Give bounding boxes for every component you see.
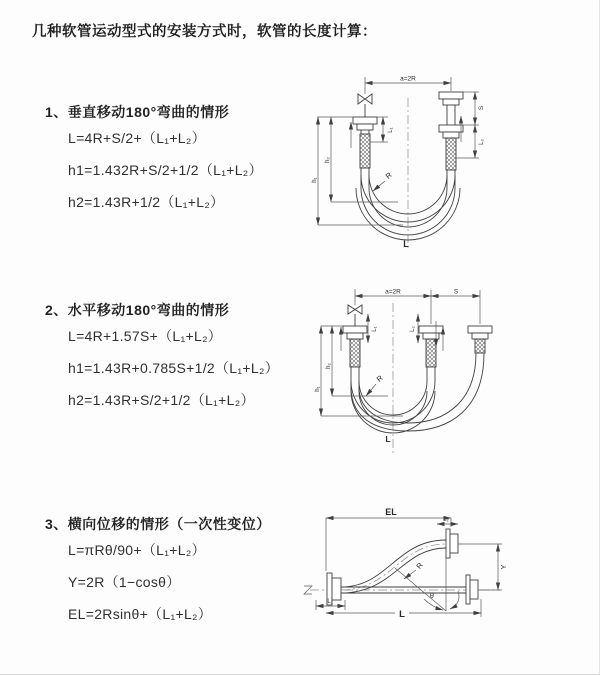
formula-h1: h1=1.432R+S/2+1/2（L₁+L₂） — [68, 162, 263, 178]
hose-displaced-position — [341, 540, 446, 593]
braided-hose-section — [360, 134, 370, 168]
right-pipe-assembly — [468, 326, 492, 353]
dim-label-l1: L₁ — [372, 326, 378, 332]
angle-theta — [395, 558, 459, 611]
valve-icon — [348, 305, 362, 326]
page-title: 几种软管运动型式的安装方式时，软管的长度计算： — [32, 24, 377, 40]
section-lateral-displacement — [45, 514, 271, 637]
right-flange — [466, 575, 478, 604]
radius-callout — [373, 170, 394, 191]
dimension-a-2r — [365, 76, 451, 95]
dim-label-l1: L₁ — [388, 127, 394, 133]
hose-moved-position — [351, 353, 484, 431]
formula-h2: h2=1.43R+1/2（L₁+L₂） — [68, 194, 225, 210]
dim-label-r: R — [414, 560, 425, 571]
dim-label-l2: L₂ — [479, 139, 485, 145]
formula-y: Y=2R（1−cosθ） — [68, 574, 181, 590]
section-horizontal-180 — [45, 300, 279, 423]
section-vertical-180 — [45, 102, 263, 225]
braided-hose-section — [350, 339, 360, 367]
upper-flange — [446, 529, 458, 558]
dim-label-el: EL — [385, 507, 397, 517]
left-pipe-assembly — [343, 326, 367, 391]
formula-el: EL=2Rsinθ+（L₁+L₂） — [68, 606, 213, 622]
dim-label-r: R — [383, 170, 394, 181]
dim-label-l: L — [385, 434, 391, 444]
braided-hose-section — [475, 339, 485, 353]
dimension-s — [463, 92, 485, 125]
dimension-el — [326, 507, 451, 571]
dim-label-l2: L₂ — [443, 517, 449, 523]
section-3-heading: 3、横向位移的情形（一次性变位） — [45, 516, 271, 532]
section-1-heading: 1、垂直移动180°弯曲的情形 — [45, 104, 230, 120]
dimension-l1 — [368, 314, 378, 343]
dim-label-a: a=2R — [385, 288, 401, 296]
dim-label-y: Y — [501, 564, 508, 570]
left-pipe-assembly — [353, 117, 377, 188]
braided-hose-section — [446, 138, 456, 170]
formula-h1: h1=1.43R+0.785S+1/2（L₁+L₂） — [68, 360, 279, 376]
diagram-vertical-180 — [303, 70, 592, 258]
formula-length: L=4R+S/2+（L₁+L₂） — [68, 130, 206, 146]
dim-label-theta: θ — [430, 593, 434, 600]
diagram-horizontal-180 — [298, 281, 600, 458]
dim-label-r: R — [374, 373, 385, 384]
valve-icon — [358, 94, 372, 117]
dim-label-s: S — [478, 105, 485, 111]
dim-label-l: L — [399, 609, 405, 620]
dim-label-l1: L₁ — [327, 599, 333, 605]
formula-length: L=πRθ/90+（L₁+L₂） — [68, 542, 206, 558]
dim-label-l: L — [403, 239, 409, 249]
section-2-heading: 2、水平移动180°弯曲的情形 — [45, 302, 230, 318]
dim-label-s: S — [453, 288, 459, 296]
formula-h2: h2=1.43R+S/2+1/2（L₁+L₂） — [68, 392, 255, 408]
dimension-l1 — [316, 599, 345, 610]
dim-label-a: a=2R — [400, 75, 416, 83]
radius-callout — [366, 373, 385, 396]
right-pipe-assembly — [439, 92, 463, 188]
radius-callout — [404, 560, 425, 579]
dimension-a-2r — [355, 289, 480, 325]
braided-hose-section — [426, 339, 436, 367]
dimension-l2 — [410, 314, 418, 343]
formula-length: L=4R+1.57S+（L₁+L₂） — [68, 328, 223, 344]
dimension-s — [431, 289, 480, 297]
middle-pipe-assembly — [419, 326, 443, 381]
dim-label-h2: h₂ — [326, 363, 332, 369]
dim-label-h1: h₁ — [312, 177, 318, 183]
dim-label-l2: L₂ — [410, 326, 416, 332]
dim-label-h2: h₂ — [325, 157, 331, 163]
diagram-lateral — [296, 503, 600, 655]
dim-label-h1: h₁ — [315, 386, 321, 392]
dimension-y — [458, 544, 508, 590]
